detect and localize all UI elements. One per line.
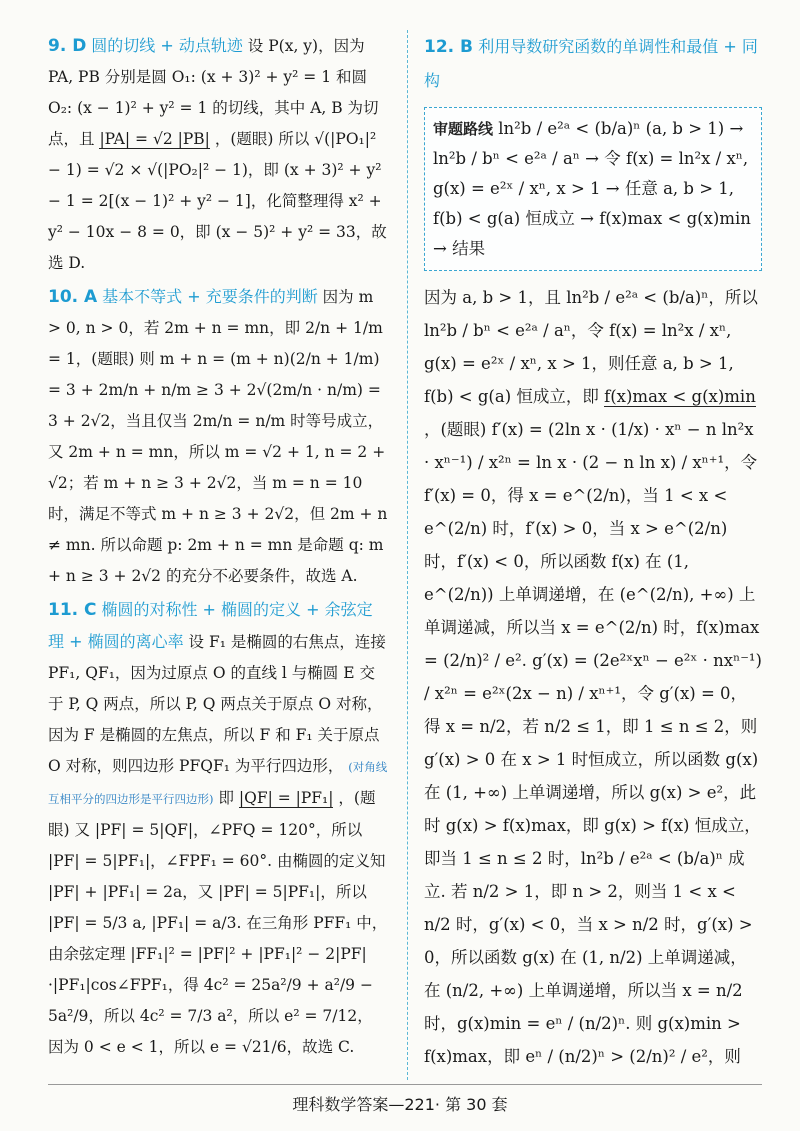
answer-12-number: 12. B [424,37,473,57]
answer-10-topic: 基本不等式 + 充要条件的判断 [102,287,318,306]
answer-11 [48,594,388,1063]
answer-11-key-condition: |QF| = |PF₁| [238,789,334,807]
answer-9-key-condition: |PA| = √2 |PB| [99,130,210,148]
footer-rule [48,1084,762,1085]
answer-12-text-2: ，(题眼) f′(x) = (2ln x · (1/x) · xⁿ − n ln²x · xⁿ⁻¹) / x²ⁿ = ln x · (2 − n ln x) / xⁿ⁺¹，令 f′(x) = 0，得 x = e^(2/n)，当 1 < x < e^(2/n) 时，f′(x) > 0，当 x > e^(2/n) 时，f′(x) < 0，所以函数 f(x) 在 (1, e^(2/n)) 上单调递增，在 (e^(2/n), +∞) 上单调递减，所以当 x = e^(2/n) 时，f(x)max = (2/n)² / e². g′(x) = (2e²ˣxⁿ − e²ˣ · nxⁿ⁻¹) / x²ⁿ = e²ˣ(2x − n) / xⁿ⁺¹，令 g′(x) = 0，得 x = n/2，若 n/2 ≤ 1，即 1 ≤ n ≤ 2，则 g′(x) > 0 在 x > 1 时恒成立，所以函数 g(x) 在 (1, +∞) 上单调递增，所以 g(x) > e²，此时 g(x) > f(x)max，即 g(x) > f(x) 恒成立，即当 1 ≤ n ≤ 2 时，ln²b / e²ᵃ < (b/a)ⁿ 成立. 若 n/2 > 1，即 n > 2，则当 1 < x < n/2 时，g′(x) < 0，当 x > n/2 时，g′(x) > 0，所以函数 g(x) 在 (1, n/2) 上单调递减，在 (n/2, +∞) 上单调递增，所以当 x = n/2 时，g(x)min = eⁿ / (n/2)ⁿ. 则 g(x)min > f(x)max，即 eⁿ / (n/2)ⁿ > (2/n)² / e²，则 [424,420,762,1066]
review-route-text: ln²b / e²ᵃ < (b/a)ⁿ (a, b > 1) → ln²b / bⁿ < e²ᵃ / aⁿ → 令 f(x) = ln²x / xⁿ, g(x) = e²ˣ / xⁿ, x > 1 → 任意 a, b > 1, f(b) < g(a) 恒成立 → f(x)max < g(x)min → 结果 [433,119,751,258]
answer-9-number: 9. D [48,36,87,56]
left-column [48,30,388,1065]
answer-9-topic: 圆的切线 + 动点轨迹 [91,36,243,55]
page-footer: 理科数学答案—221· 第 30 套 [292,1095,508,1114]
answer-10-number: 10. A [48,287,98,307]
review-route-title: 审题路线 [433,120,494,138]
answer-11-number: 11. C [48,600,97,620]
answer-11-text: 设 F₁ 是椭圆的右焦点，连接 PF₁, QF₁，因为过原点 O 的直线 l 与椭圆 E 交于 P, Q 两点，所以 P, Q 两点关于原点 O 对称，因为 F 是椭圆的左焦点，所以 F 和 F₁ 关于原点 O 对称，则四边形 PFQF₁ 为平行四边形， [48,633,386,775]
right-column [424,30,762,1075]
answer-9-text: 设 P(x, y)，因为 PA, PB 分别是圆 O₁: (x + 3)² + y² = 1 和圆 O₂: (x − 1)² + y² = 1 的切线，其中 A, B 为切点，且 [48,37,379,148]
column-divider [407,30,408,1080]
answer-11-note: (对角线互相平分的四边形是平行四边形) [48,760,388,806]
answer-12-text: 因为 a, b > 1，且 ln²b / e²ᵃ < (b/a)ⁿ，所以 ln²b / bⁿ < e²ᵃ / aⁿ，令 f(x) = ln²x / xⁿ, g(x) = e²ˣ / xⁿ, x > 1，则任意 a, b > 1, f(b) < g(a) 恒成立，即 [424,288,758,406]
answer-11-text-2: 即 [218,789,234,807]
answer-12-key-condition: f(x)max < g(x)min [604,387,756,406]
answer-9 [48,30,388,279]
answer-12-topic: 利用导数研究函数的单调性和最值 + 同构 [424,37,758,90]
answer-11-topic: 椭圆的对称性 + 椭圆的定义 + 余弦定理 + 椭圆的离心率 [48,600,373,651]
review-route-box [424,107,762,271]
answer-10 [48,281,388,592]
answer-11-text-3: ，(题眼) 又 |PF| = 5|QF|，∠PFQ = 120°，所以 |PF| = 5|PF₁|，∠FPF₁ = 60°. 由椭圆的定义知 |PF| + |PF₁| = 2a，又 |PF| = 5|PF₁|，所以 |PF| = 5/3 a, |PF₁| = a/3. 在三角形 PFF₁ 中，由余弦定理 |FF₁|² = |PF|² + |PF₁|² − 2|PF|·|PF₁|cos∠FPF₁，得 4c² = 25a²/9 + a²/9 − 5a²/9，所以 4c² = 7/3 a²，所以 e² = 7/12，因为 0 < e < 1，所以 e = √21/6，故选 C. [48,789,388,1056]
answer-9-text-2: ，(题眼) 所以 √(|PO₁|² − 1) = √2 × √(|PO₂|² − 1)，即 (x + 3)² + y² − 1 = 2[(x − 1)² + y² − 1]，化简整理得 x² + y² − 10x − 8 = 0，即 (x − 5)² + y² = 33，故选 D. [48,130,387,272]
answer-10-text: 因为 m > 0, n > 0，若 2m + n = mn，即 2/n + 1/m = 1，(题眼) 则 m + n = (m + n)(2/n + 1/m) = 3 + 2m/n + n/m ≥ 3 + 2√(2m/n · n/m) = 3 + 2√2，当且仅当 2m/n = n/m 时等号成立，又 2m + n = mn，所以 m = √2 + 1, n = 2 + √2；若 m + n ≥ 3 + 2√2，当 m = n = 10 时，满足不等式 m + n ≥ 3 + 2√2，但 2m + n ≠ mn. 所以命题 p: 2m + n = mn 是命题 q: m + n ≥ 3 + 2√2 的充分不必要条件，故选 A. [48,288,388,585]
answer-12 [424,30,762,1073]
